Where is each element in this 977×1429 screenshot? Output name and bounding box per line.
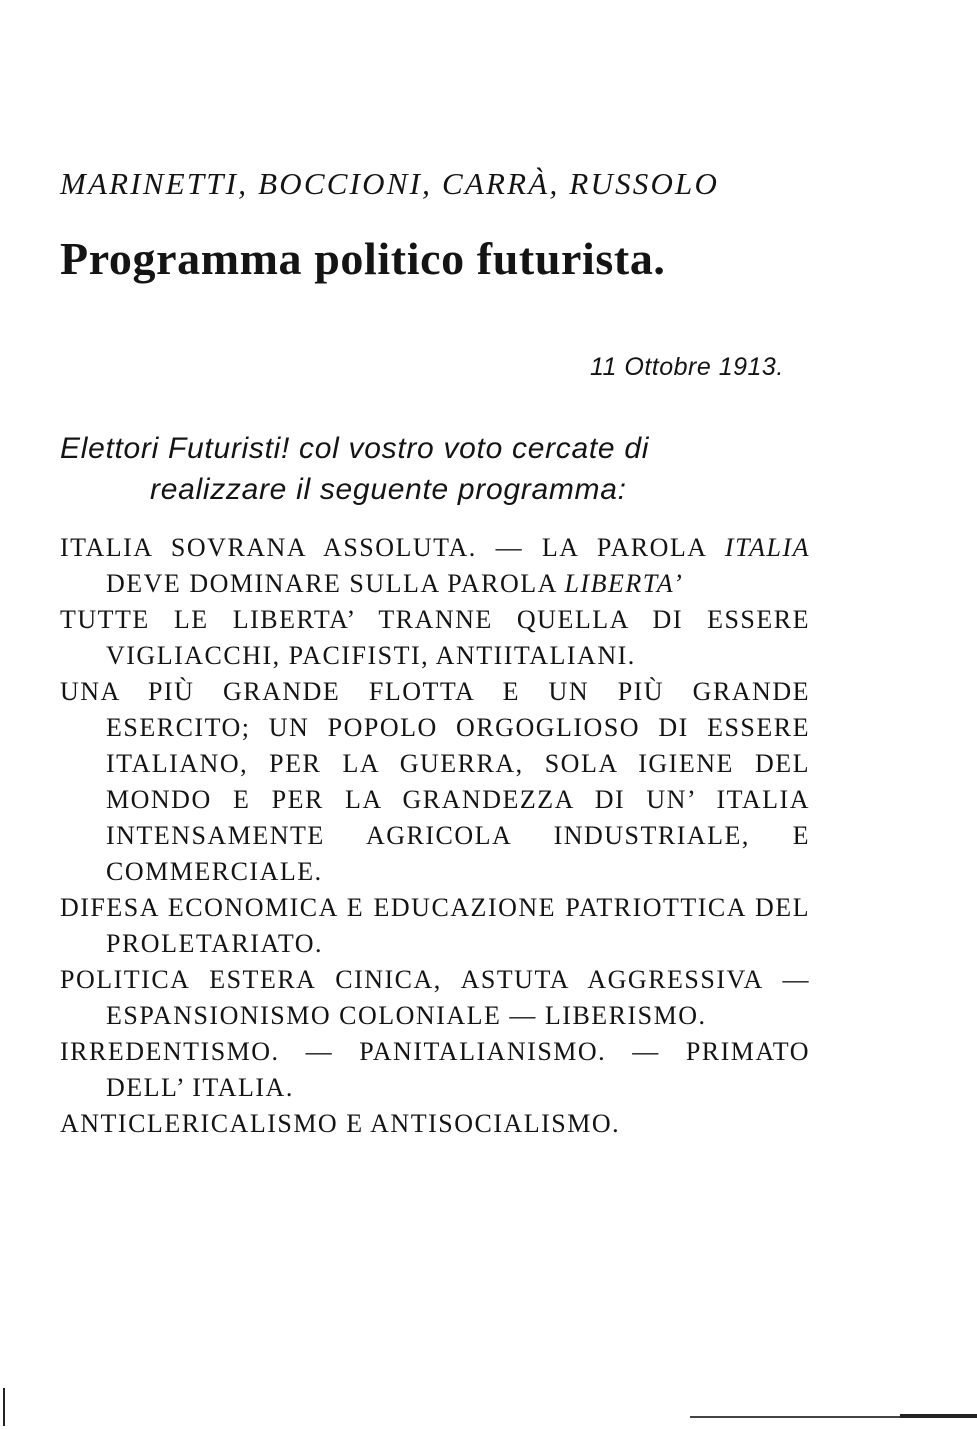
program-item-6: IRREDENTISMO. — PANITALIANISMO. — PRIMATO DELL’ ITALIA. [60, 1037, 810, 1102]
intro-line-2: realizzare il seguente programma: [150, 473, 627, 506]
intro-line-1: Elettori Futuristi! col vostro voto cercate di [60, 432, 650, 465]
program-item-4: DIFESA ECONOMICA E EDUCAZIONE PATRIOTTICA DEL PROLETARIATO. [60, 893, 810, 958]
program-item-7: ANTICLERICALISMO E ANTISOCIALISMO. [60, 1109, 621, 1138]
program-item-1-word-liberta: LIBERTA’ [564, 569, 684, 598]
program-item-5: POLITICA ESTERA CINICA, ASTUTA AGGRESSIVA — ESPANSIONISMO COLONIALE — LIBERISMO. [60, 965, 810, 1030]
scan-edge-mark [3, 1388, 5, 1426]
date-line: 11 Ottobre 1913. [590, 353, 784, 381]
authors-line: MARINETTI, BOCCIONI, CARRÀ, RUSSOLO [60, 166, 720, 201]
program-item-3: UNA PIÙ GRANDE FLOTTA E UN PIÙ GRANDE ESERCITO; UN POPOLO ORGOGLIOSO DI ESSERE ITALIANO, PER LA GUERRA, SOLA IGIENE DEL MONDO E PER LA GRANDEZZA DI UN’ ITALIA INTENSAMENTE AGRICOLA INDUSTRIALE, E COMMERCIALE. [60, 677, 810, 886]
program-item-2: TUTTE LE LIBERTA’ TRANNE QUELLA DI ESSERE VIGLIACCHI, PACIFISTI, ANTIITALIANI. [60, 605, 810, 670]
page-title: Programma politico futurista. [60, 233, 666, 284]
program-item-1-word-italia: ITALIA [724, 533, 810, 562]
scan-bottom-shadow [900, 1414, 977, 1418]
program-item-1-text-a: ITALIA SOVRANA ASSOLUTA. — LA PAROLA [60, 533, 725, 562]
program-item-1-text-b: DEVE DOMINARE SULLA PAROLA [106, 569, 565, 598]
